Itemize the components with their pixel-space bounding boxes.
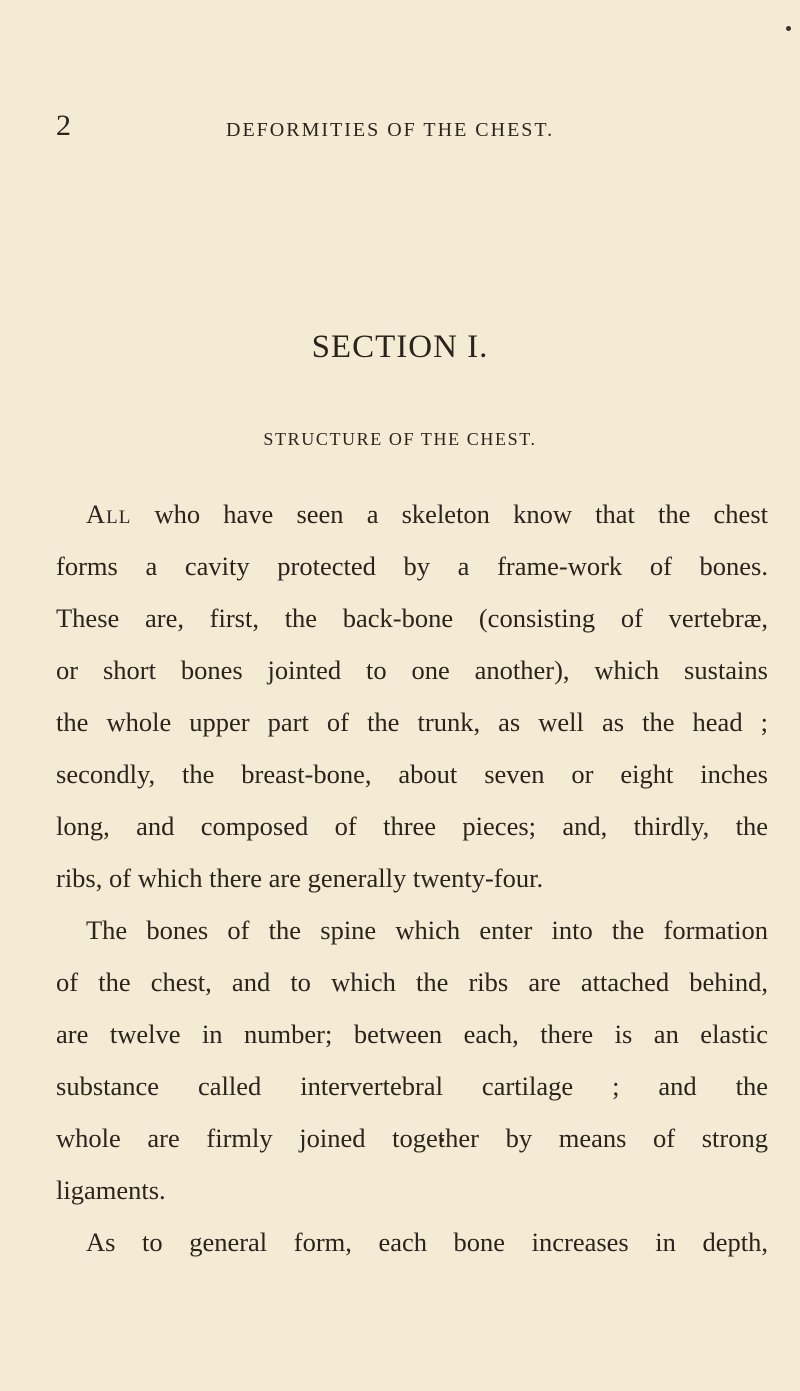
text-line: of the chest, and to which the ribs are attached behind,	[56, 967, 768, 997]
text-line: are twelve in number; between each, there is an elastic	[56, 1019, 768, 1049]
text-line: As to general form, each bone increases in depth,	[86, 1227, 768, 1257]
text-line: forms a cavity protected by a frame-work of bones.	[56, 551, 768, 581]
text-line: or short bones jointed to one another), which sustains	[56, 655, 768, 685]
section-title: SECTION I.	[311, 329, 489, 365]
text-line-content: who have seen a skeleton know that the chest	[131, 499, 768, 529]
text-line	[56, 488, 768, 540]
running-head: DEFORMITIES OF THE CHEST.	[226, 119, 555, 141]
text-line: The bones of the spine which enter into the formation	[86, 915, 768, 945]
text-line: whole are firmly joined together by means of strong	[56, 1123, 768, 1153]
text-line: These are, first, the back-bone (consisting of vertebræ,	[56, 603, 768, 633]
page-number: 2	[56, 109, 71, 142]
text-line: secondly, the breast-bone, about seven or eight inches	[56, 759, 768, 789]
text-line: the whole upper part of the trunk, as well as the head ;	[56, 707, 768, 737]
text-line: substance called intervertebral cartilage ; and the	[56, 1071, 768, 1101]
section-subtitle: STRUCTURE OF THE CHEST.	[263, 429, 537, 449]
text-line: ligaments.	[56, 1175, 166, 1205]
text-line: ribs, of which there are generally twenty-four.	[56, 863, 544, 893]
text-line: long, and composed of three pieces; and, thirdly, the	[56, 811, 768, 841]
page-speck-top	[786, 26, 791, 31]
drop-lead-word: All	[86, 499, 132, 529]
body-text	[56, 488, 768, 1268]
